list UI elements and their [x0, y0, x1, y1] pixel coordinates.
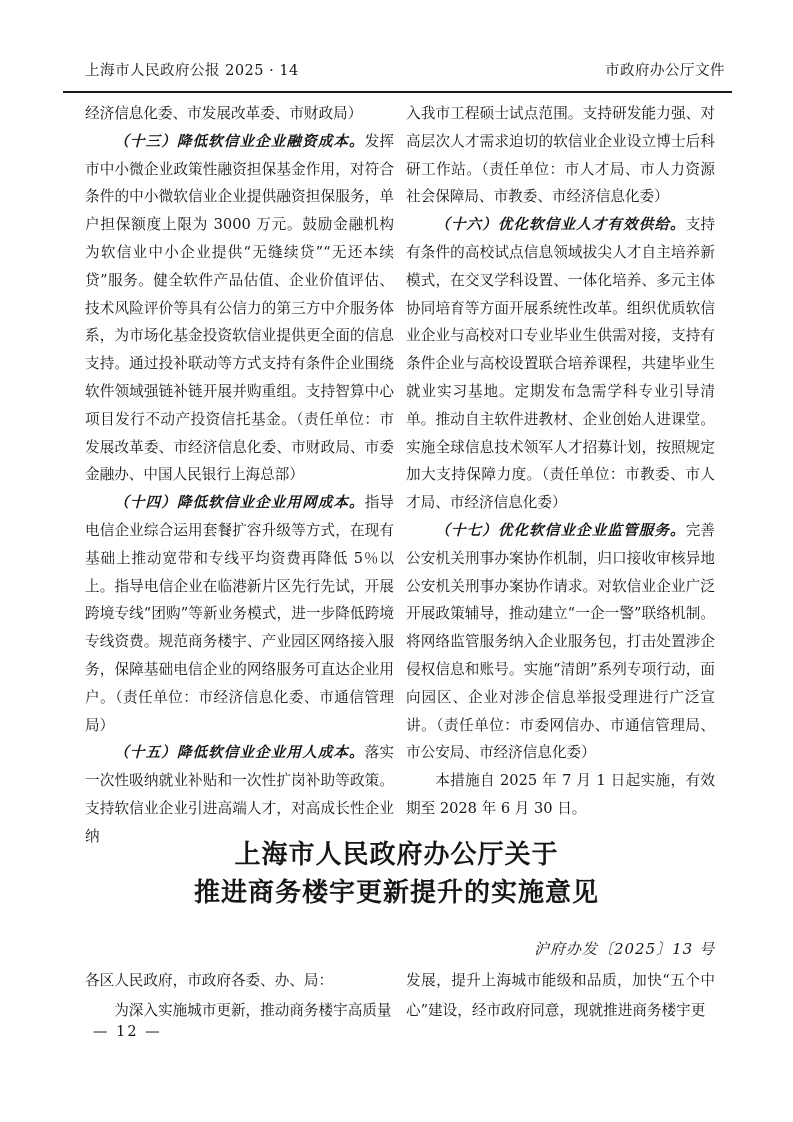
notice-right-column — [406, 966, 715, 1026]
section-14-body: 指导电信企业综合运用套餐扩容升级等方式，在现有基础上推动宽带和专线平均资费再降低 5％以上。指导电信企业在临港新片区先行先试，开展跨境专线“团购”等新业务模式，进一步降低跨境专线资费。规范商务楼宇、产业园区网络接入服务，保障基础电信企业的网络服务可直达企业用户。（责任单位：市经济信息化委、市通信管理局） — [85, 494, 394, 734]
section-14-heading: （十四）降低软信业企业用网成本。 — [114, 494, 365, 512]
notice-title-line-2: 推进商务楼宇更新提升的实施意见 — [193, 878, 599, 908]
section-13-body: 发挥市中小微企业政策性融资担保基金作用，对符合条件的中小微软信业企业提供融资担保服务，单户担保额度上限为 3000 万元。鼓励金融机构为软信业中小企业提供“无缝续贷”“无还本续贷”服务。健全软件产品估值、企业价值评估、技术风险评价等具有公信力的第三方中介服务体系，为市场化基金投资软信业提供更全面的信息支持。通过投补联动等方式支持有条件企业围绕软件领域强链补链开展并购重组。支持智算中心项目发行不动产投资信托基金。（责任单位：市发展改革委、市经济信息化委、市财政局、市委金融办、中国人民银行上海总部） — [85, 132, 394, 484]
page-number: — 12 — — [93, 1024, 162, 1040]
notice-intro: 为深入实施城市更新，推动商务楼宇高质量 — [114, 1002, 392, 1019]
effective-period: 本措施自 2025 年 7 月 1 日起实施，有效期至 2028 年 6 月 30 日。 — [406, 772, 715, 817]
section-15-body: 落实一次性吸纳就业补贴和一次性扩岗补助等政策。支持软信业企业引进高端人才，对高成长性企业纳 — [85, 744, 394, 845]
paragraph-17 — [406, 517, 715, 767]
notice-title — [0, 836, 793, 912]
document-number: 沪府办发〔2025〕13 号 — [533, 940, 715, 958]
section-15-heading: （十五）降低软信业企业用人成本。 — [114, 744, 365, 762]
paragraph-continuation: 经济信息化委、市发展改革委、市财政局） — [85, 105, 363, 122]
paragraph-16 — [406, 211, 715, 517]
notice-left-column — [85, 966, 394, 1026]
measures-right-column — [406, 100, 715, 823]
paragraph-continuation: 入我市工程硕士试点范围。支持研发能力强、对高层次人才需求迫切的软信业企业设立博士后科研工作站。（责任单位：市人才局、市人力资源社会保障局、市教委、市经济信息化委） — [406, 105, 715, 206]
section-13-heading: （十三）降低软信业企业融资成本。 — [114, 132, 365, 150]
section-17-heading: （十七）优化软信业企业监管服务。 — [435, 521, 686, 539]
paragraph-15 — [85, 739, 394, 850]
paragraph-14 — [85, 489, 394, 739]
header-rule — [63, 91, 732, 93]
notice-title-line-1: 上海市人民政府办公厅关于 — [234, 840, 559, 870]
gazette-name: 上海市人民政府公报 2025 · 14 — [85, 63, 299, 79]
section-17-body: 完善公安机关刑事办案协作机制，归口接收审核异地公安机关刑事办案协作请求。对软信业企业广泛开展政策辅导，推动建立“一企一警”联络机制。将网络监管服务纳入企业服务包，打击处置涉企侵权信息和账号。实施“清朗”系列专项行动，面向园区、企业对涉企信息举报受理进行广泛宣讲。（责任单位：市委网信办、市通信管理局、市公安局、市经济信息化委） — [406, 521, 715, 762]
page-header — [85, 62, 725, 80]
measures-left-column — [85, 100, 394, 851]
notice-continuation: 发展，提升上海城市能级和品质，加快“五个中心”建设，经市政府同意，现就推进商务楼宇更 — [406, 972, 715, 1019]
section-16-heading: （十六）优化软信业人才有效供给。 — [435, 216, 686, 234]
header-doc-category: 市政府办公厅文件 — [605, 63, 725, 79]
paragraph-13 — [85, 128, 394, 489]
notice-salutation: 各区人民政府，市政府各委、办、局： — [85, 972, 334, 989]
section-16-body: 支持有条件的高校试点信息领域拔尖人才自主培养新模式，在交叉学科设置、一体化培养、多元主体协同培育等方面开展系统性改革。组织优质软信业企业与高校对口专业毕业生供需对接，支持有条件企业与高校设置联合培养课程，共建毕业生就业实习基地。定期发布急需学科专业引导清单。推动自主软件进教材、企业创始人进课堂。实施全球信息技术领军人才招募计划，按照规定加大支持保障力度。（责任单位：市教委、市人才局、市经济信息化委） — [406, 216, 715, 512]
